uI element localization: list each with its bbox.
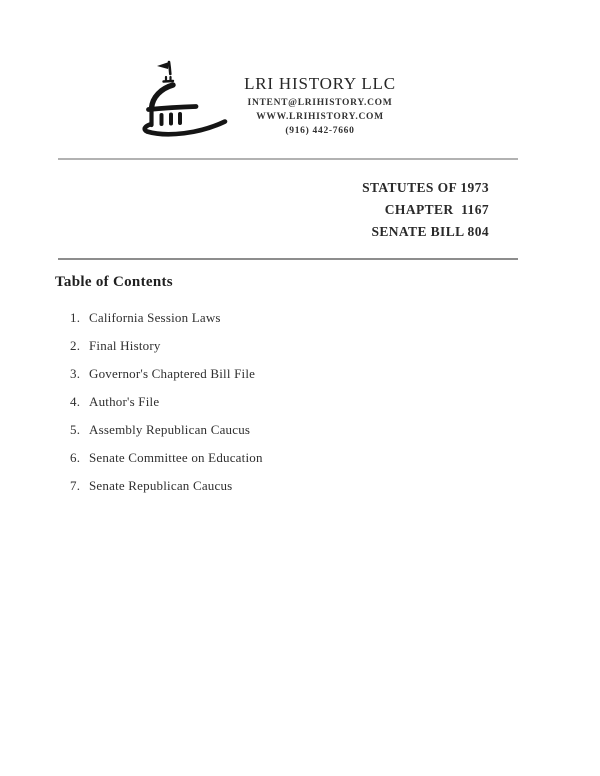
senate-bill-line: SENATE BILL 804 <box>371 224 489 239</box>
divider-top <box>58 158 518 160</box>
toc-item-label: Author's File <box>89 394 160 409</box>
chapter-line: CHAPTER 1167 <box>384 202 489 217</box>
toc-item-label: Senate Committee on Education <box>89 450 263 465</box>
divider-bottom <box>58 258 518 260</box>
statutes-line: STATUTES OF 1973 <box>362 180 489 195</box>
toc-item <box>55 338 525 354</box>
toc-item-number: 2. <box>70 338 81 353</box>
letterhead <box>200 74 440 136</box>
toc-list <box>55 310 525 494</box>
toc-item <box>55 394 525 410</box>
toc-item-label: Assembly Republican Caucus <box>89 422 251 437</box>
toc-item <box>55 478 525 494</box>
toc-item <box>55 310 525 326</box>
company-website: WWW.LRIHISTORY.COM <box>256 112 384 122</box>
toc-item-number: 1. <box>70 310 81 325</box>
logo-flag <box>157 62 169 69</box>
toc-item-label: Final History <box>89 338 161 353</box>
toc-item <box>55 422 525 438</box>
toc-item-label: Governor's Chaptered Bill File <box>89 366 256 381</box>
toc-item-number: 4. <box>70 394 81 409</box>
toc-item-label: Senate Republican Caucus <box>89 478 233 493</box>
toc-item-number: 7. <box>70 478 81 493</box>
toc-item-number: 5. <box>70 422 81 437</box>
toc-item-number: 3. <box>70 366 81 381</box>
toc-item-label: California Session Laws <box>89 310 221 325</box>
company-phone: (916) 442-7660 <box>285 126 355 136</box>
bill-reference-block <box>58 177 489 243</box>
toc-item <box>55 366 525 382</box>
table-of-contents <box>55 274 525 506</box>
company-email: INTENT@LRIHISTORY.COM <box>247 98 393 108</box>
company-name: LRI HISTORY LLC <box>244 74 396 93</box>
toc-item <box>55 450 525 466</box>
toc-item-number: 6. <box>70 450 81 465</box>
toc-title: Table of Contents <box>55 274 173 290</box>
